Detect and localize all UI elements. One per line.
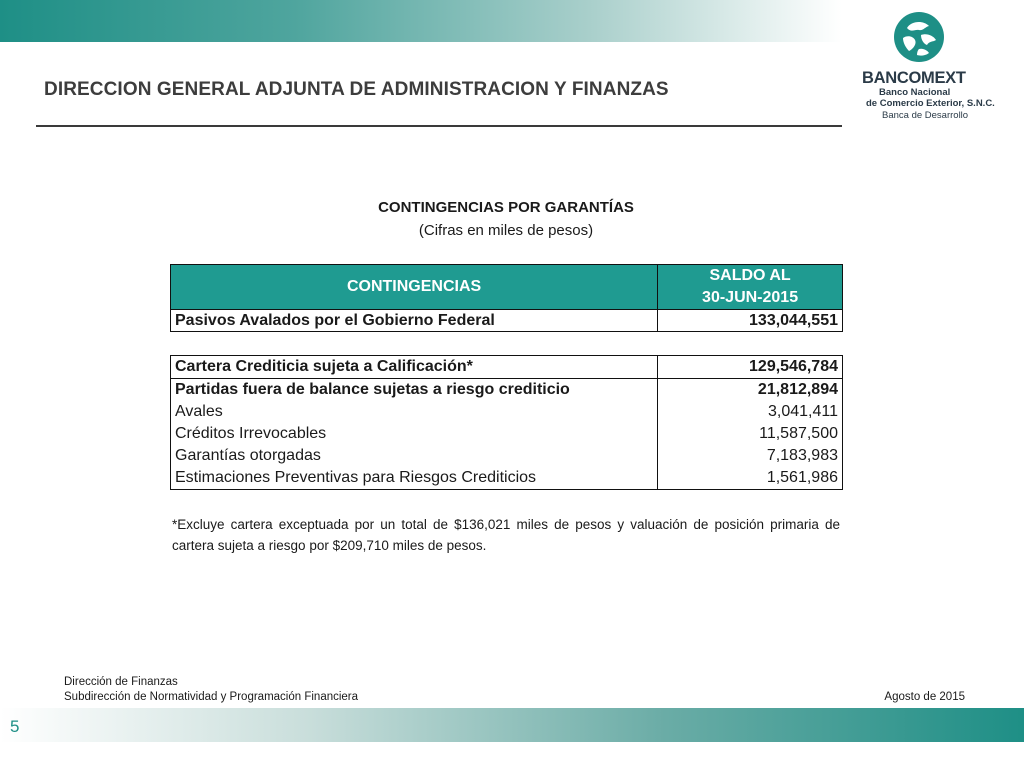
- page-number: 5: [10, 717, 20, 736]
- table-subtitle: (Cifras en miles de pesos): [418, 222, 594, 239]
- row-value: 3,041,411: [658, 401, 843, 423]
- table-row: [171, 467, 843, 490]
- page-title: DIRECCION GENERAL ADJUNTA DE ADMINISTRACION Y FINANZAS: [44, 79, 669, 100]
- table-title: CONTINGENCIAS POR GARANTÍAS: [378, 199, 634, 216]
- header-contingencias: CONTINGENCIAS: [171, 265, 658, 310]
- logo-tagline-2: de Comercio Exterior, S.N.C.: [866, 98, 995, 109]
- header-saldo: [658, 265, 843, 310]
- row-label: Partidas fuera de balance sujetas a riesgo crediticio: [171, 379, 658, 402]
- row-value: 21,812,894: [658, 379, 843, 402]
- row-label: Avales: [171, 401, 658, 423]
- row-label: Créditos Irrevocables: [171, 423, 658, 445]
- row-value: 133,044,551: [658, 310, 843, 332]
- footer-subdepartment: Subdirección de Normatividad y Programación Financiera: [64, 691, 359, 703]
- footer-date: Agosto de 2015: [884, 691, 965, 703]
- row-label: Pasivos Avalados por el Gobierno Federal: [171, 310, 658, 332]
- table-row: [171, 423, 843, 445]
- table-row: [171, 401, 843, 423]
- footnote: *Excluye cartera exceptuada por un total de $136,021 miles de pesos y valuación de posición primaria de cartera sujeta a riesgo por $209,710 miles de pesos.: [172, 517, 840, 553]
- row-value: 129,546,784: [658, 356, 843, 379]
- table-row: [171, 356, 843, 379]
- table-row: [171, 445, 843, 467]
- row-value: 7,183,983: [658, 445, 843, 467]
- globe-logo-icon: [893, 11, 945, 63]
- bottom-decorative-band: [0, 708, 1024, 742]
- row-value: 11,587,500: [658, 423, 843, 445]
- table-row: [171, 379, 843, 402]
- logo-tagline-1: Banco Nacional: [879, 87, 951, 98]
- logo-wordmark: BANCOMEXT: [862, 69, 966, 87]
- row-value: 1,561,986: [658, 467, 843, 490]
- row-label: Estimaciones Preventivas para Riesgos Crediticios: [171, 467, 658, 490]
- contingencias-header-table: [170, 264, 843, 332]
- footer-department: Dirección de Finanzas: [64, 676, 178, 688]
- row-label: Garantías otorgadas: [171, 445, 658, 467]
- table-row: [171, 310, 843, 332]
- contingencias-detail-table: [170, 355, 843, 490]
- header-saldo-line1: SALDO AL: [709, 267, 791, 284]
- header-saldo-line2: 30-JUN-2015: [702, 289, 799, 306]
- top-decorative-band: [0, 0, 842, 42]
- table-header-row: [171, 265, 843, 310]
- logo-tagline-3: Banca de Desarrollo: [882, 110, 969, 121]
- header-divider: [36, 125, 842, 127]
- row-label: Cartera Crediticia sujeta a Calificación*: [171, 356, 658, 379]
